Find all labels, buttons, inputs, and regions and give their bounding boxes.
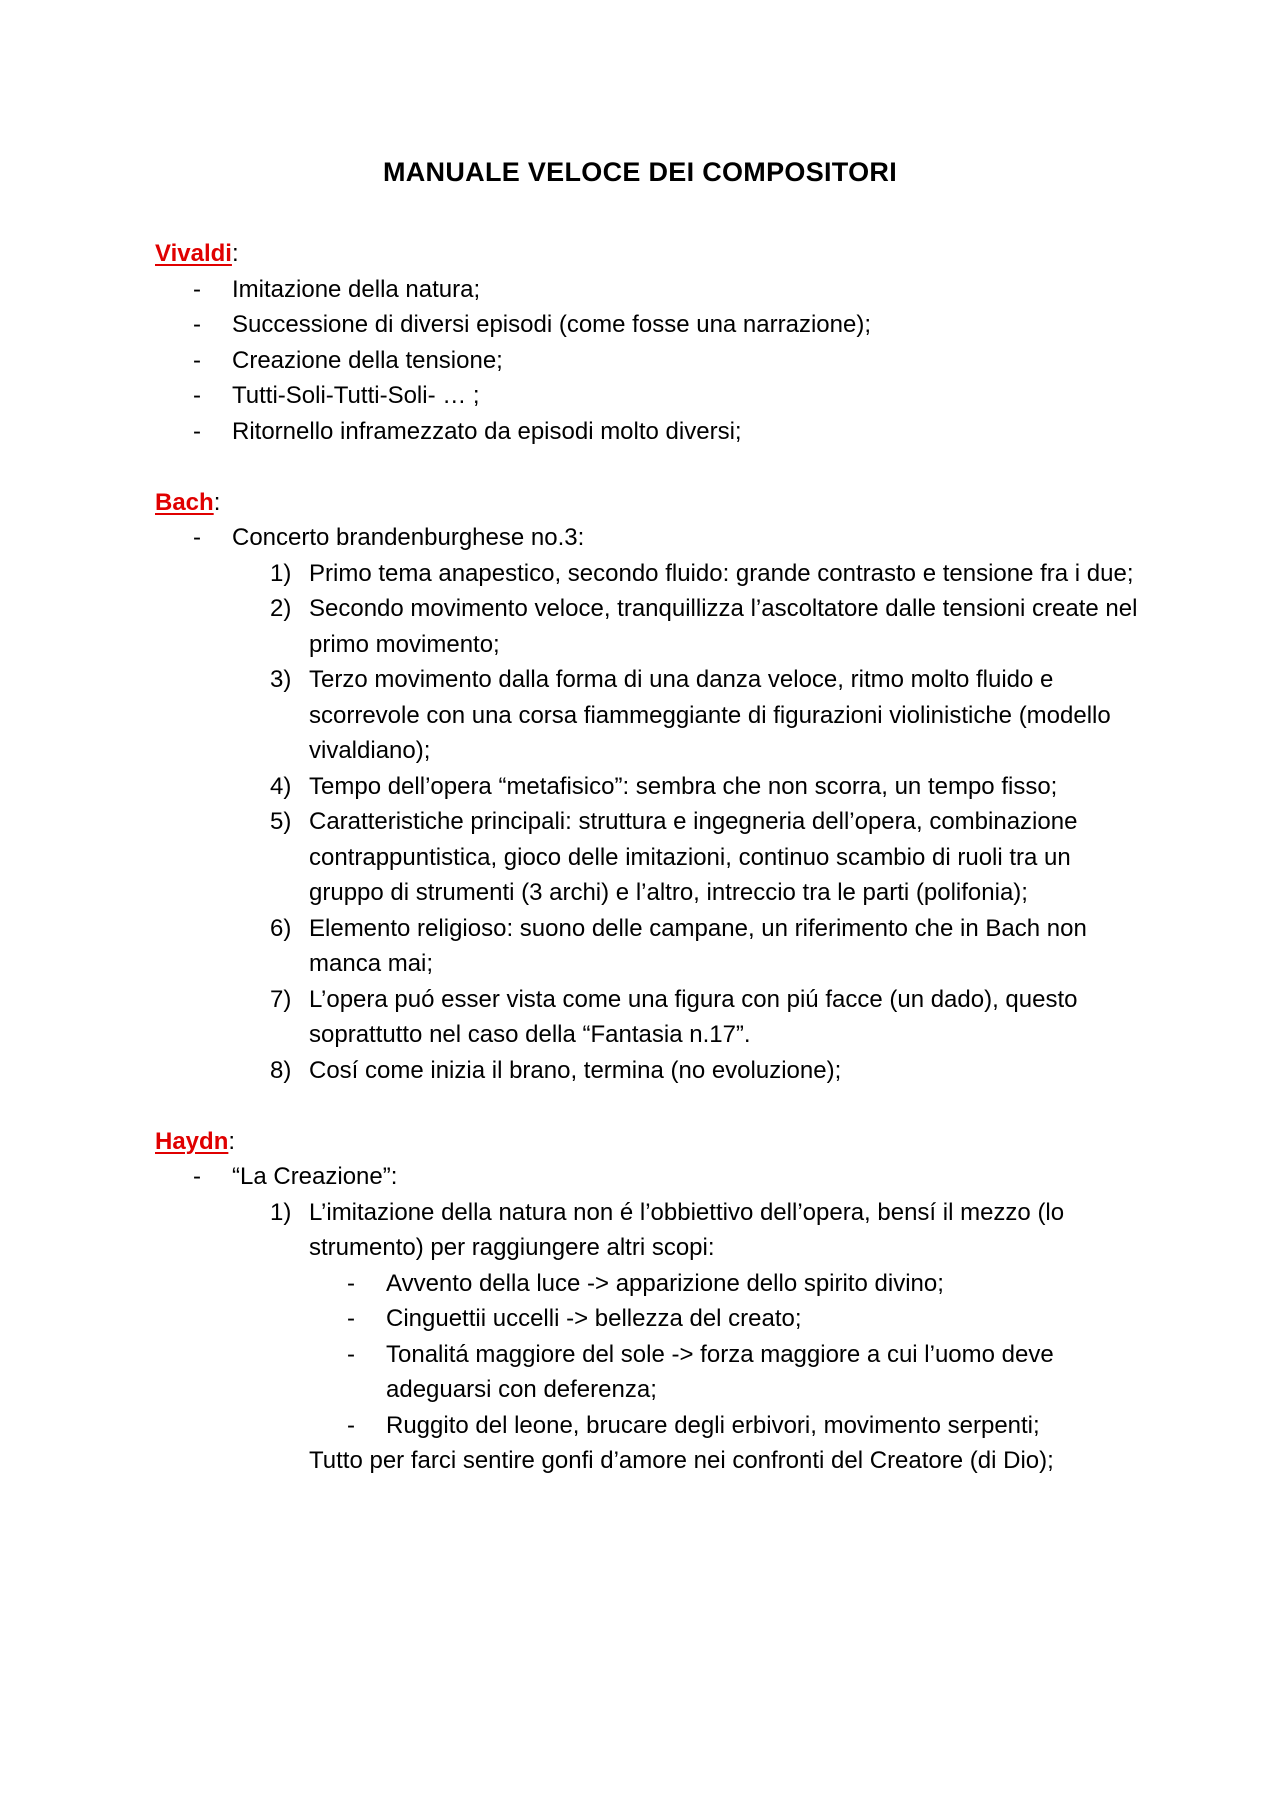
list-item: - Tonalitá maggiore del sole -> forza maggiore a cui l’uomo deve adeguarsi con deferenza; xyxy=(309,1337,1140,1408)
dash-bullet: - xyxy=(193,417,201,445)
numbered-item: 3) Terzo movimento dalla forma di una danza veloce, ritmo molto fluido e scorrevole con una corsa fiammeggiante di figurazioni violinistiche (modello vivaldiano); xyxy=(270,666,1111,764)
haydn-subitems xyxy=(309,1266,1140,1444)
dash-bullet: - xyxy=(347,1340,355,1368)
numbered-item: 5) Caratteristiche principali: struttura e ingegneria dell’opera, combinazione contrappuntistica, gioco delle imitazioni, continuo scambio di ruoli tra un gruppo di strumenti (3 archi) e l’altro, intreccio tra le parti (polifonia); xyxy=(270,808,1078,906)
dash-bullet: - xyxy=(193,346,201,374)
haydn-work-title: “La Creazione”: xyxy=(232,1163,398,1190)
haydn-heading: Haydn: xyxy=(155,1127,236,1155)
list-item: - Creazione della tensione; xyxy=(155,343,1140,379)
list-item: - Tutti-Soli-Tutti-Soli- … ; xyxy=(155,378,1140,414)
section-bach xyxy=(155,485,1140,1089)
numbered-item: 2) Secondo movimento veloce, tranquillizza l’ascoltatore dalle tensioni create nel primo movimento; xyxy=(270,595,1138,658)
section-vivaldi xyxy=(155,236,1140,449)
list-item: - Cinguettii uccelli -> bellezza del creato; xyxy=(309,1301,1140,1337)
list-item xyxy=(155,1159,1140,1479)
document-title: MANUALE VELOCE DEI COMPOSITORI xyxy=(382,157,898,187)
dash-bullet: - xyxy=(193,275,201,303)
numbered-item: 7) L’opera puó esser vista come una figura con piú facce (un dado), questo soprattutto nel caso della “Fantasia n.17”. xyxy=(270,985,1078,1048)
vivaldi-heading: Vivaldi: xyxy=(155,240,239,267)
dash-bullet: - xyxy=(347,1305,355,1332)
dash-bullet: - xyxy=(193,1163,201,1190)
list-item: - Avvento della luce -> apparizione dello spirito divino; xyxy=(309,1266,1140,1302)
list-item xyxy=(155,520,1140,1088)
dash-bullet: - xyxy=(347,1411,355,1439)
numbered-item: 4) Tempo dell’opera “metafisico”: sembra che non scorra, un tempo fisso; xyxy=(270,772,1058,800)
dash-bullet: - xyxy=(193,311,201,338)
composer-name-bach: Bach xyxy=(155,488,214,516)
haydn-list xyxy=(155,1159,1140,1479)
dash-bullet: - xyxy=(347,1269,355,1297)
numbered-item: 1) Primo tema anapestico, secondo fluido: grande contrasto e tensione fra i due; xyxy=(270,559,1134,587)
haydn-points xyxy=(232,1195,1140,1444)
haydn-conclusion: Tutto per farci sentire gonfi d’amore nei confronti del Creatore (di Dio); xyxy=(309,1447,1054,1474)
numbered-item: 8) Cosí come inizia il brano, termina (no evoluzione); xyxy=(270,1056,842,1084)
list-item: - Ritornello inframezzato da episodi molto diversi; xyxy=(155,414,1140,450)
bach-list xyxy=(155,520,1140,1088)
numbered-item: 1) L’imitazione della natura non é l’obbiettivo dell’opera, bensí il mezzo (lo strumento) per raggiungere altri scopi: - Avvento della luce -> apparizione dello spirito divino; - Cinguettii uccelli -> bellezza del creato; - Tonalitá maggiore del sole -> forza maggiore a cui l’uomo deve adeguarsi con deferenza; - Ruggito del leone, brucare degli erbivori, movimento serpenti; xyxy=(232,1195,1140,1444)
section-haydn xyxy=(155,1124,1140,1479)
dash-bullet: - xyxy=(193,524,201,551)
list-item: - Imitazione della natura; xyxy=(155,272,1140,308)
bach-heading: Bach: xyxy=(155,488,221,516)
numbered-item: 6) Elemento religioso: suono delle campane, un riferimento che in Bach non manca mai; xyxy=(270,914,1087,977)
document-body xyxy=(155,236,1140,1479)
composer-name-vivaldi: Vivaldi xyxy=(155,240,232,267)
vivaldi-list xyxy=(155,272,1140,450)
bach-points xyxy=(232,556,1140,1089)
composer-name-haydn: Haydn xyxy=(155,1127,229,1155)
list-item: - Ruggito del leone, brucare degli erbivori, movimento serpenti; xyxy=(309,1408,1140,1444)
dash-bullet: - xyxy=(193,382,201,409)
bach-work-title: Concerto brandenburghese no.3: xyxy=(232,524,585,551)
list-item: - Successione di diversi episodi (come fosse una narrazione); xyxy=(155,307,1140,343)
